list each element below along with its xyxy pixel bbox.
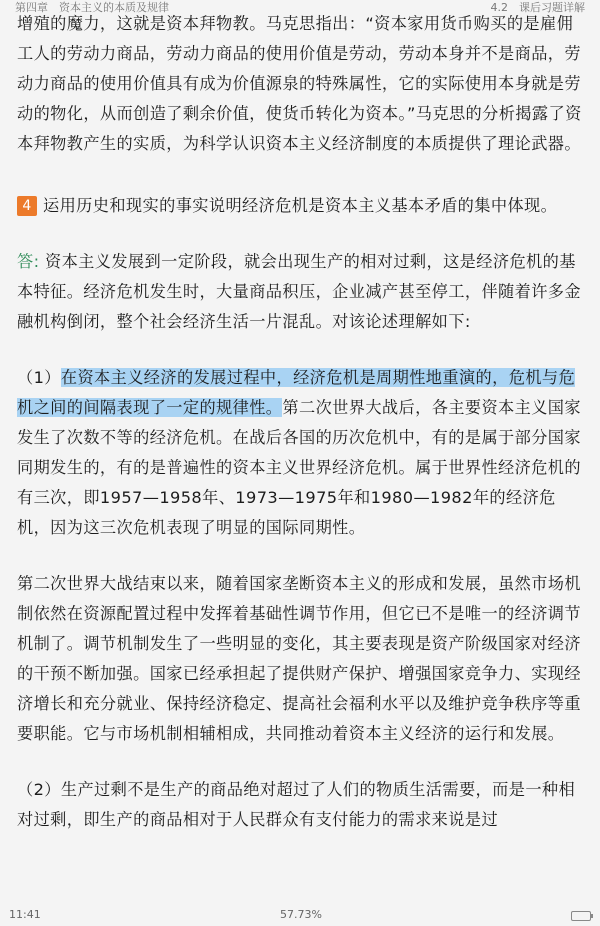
reader-status-bar xyxy=(0,904,600,926)
question-4 xyxy=(17,191,585,221)
highlighted-text[interactable]: 在资本主义经济的发展过程中，经济危机是周期性地重演的，危机与危机之间的间隔表现了一定的规律性。 xyxy=(17,368,576,417)
section-title: 4.2 课后习题详解 xyxy=(490,1,585,14)
answer-paragraph xyxy=(17,247,585,337)
answer-item-1 xyxy=(17,363,585,543)
question-text: 运用历史和现实的事实说明经济危机是资本主义基本矛盾的集中体现。 xyxy=(43,196,558,215)
item-1-prefix: （1） xyxy=(17,368,61,387)
item-1-rest: 第二次世界大战后，各主要资本主义国家发生了次数不等的经济危机。在战后各国的历次危机中，有的是属于部分国家同期发生的，有的是普遍性的资本主义世界经济危机。属于世界性经济危机的有三次，即1957—1958年、1973—1975年和1980—1982年的经济危机，因为这三次危机表现了明显的国际同期性。 xyxy=(17,398,581,537)
paragraph-postwar: 第二次世界大战结束以来，随着国家垄断资本主义的形成和发展，虽然市场机制依然在资源配置过程中发挥着基础性调节作用，但它已不是唯一的经济调节机制了。调节机制发生了一些明显的变化，其主要表现是资产阶级国家对经济的干预不断加强。国家已经承担起了提供财产保护、增强国家竞争力、实现经济增长和充分就业、保持经济稳定、提高社会福利水平以及维护竞争秩序等重要职能。它与市场机制相辅相成，共同推动着资本主义经济的运行和发展。 xyxy=(17,574,581,743)
answer-item-2: （2）生产过剩不是生产的商品绝对超过了人们的物质生活需要，而是一种相对过剩，即生产的商品相对于人民群众有支付能力的需求来说是过 xyxy=(17,780,576,829)
chapter-title: 第四章 资本主义的本质及规律 xyxy=(15,1,169,14)
clock: 11:41 xyxy=(9,908,41,921)
battery-icon xyxy=(571,911,591,921)
reading-progress: 57.73% xyxy=(280,908,322,921)
answer-text: 资本主义发展到一定阶段，就会出现生产的相对过剩，这是经济危机的基本特征。经济危机发生时，大量商品积压，企业减产甚至停工，伴随着许多金融机构倒闭，整个社会经济生活一片混乱。对该论述理解如下: xyxy=(17,252,581,331)
answer-label: 答: xyxy=(17,252,40,271)
page-content xyxy=(17,9,585,835)
paragraph-capital-fetishism: 增殖的魔力，这就是资本拜物教。马克思指出：“资本家用货币购买的是雇佣工人的劳动力商品，劳动力商品的使用价值是劳动，劳动本身并不是商品，劳动力商品的使用价值具有成为价值源泉的特殊属性，它的实际使用本身就是劳动的物化，从而创造了剩余价值，使货币转化为资本。”马克思的分析揭露了资本拜物教产生的实质，为科学认识资本主义经济制度的本质提供了理论武器。 xyxy=(17,14,582,153)
question-number-badge: 4 xyxy=(17,196,37,216)
